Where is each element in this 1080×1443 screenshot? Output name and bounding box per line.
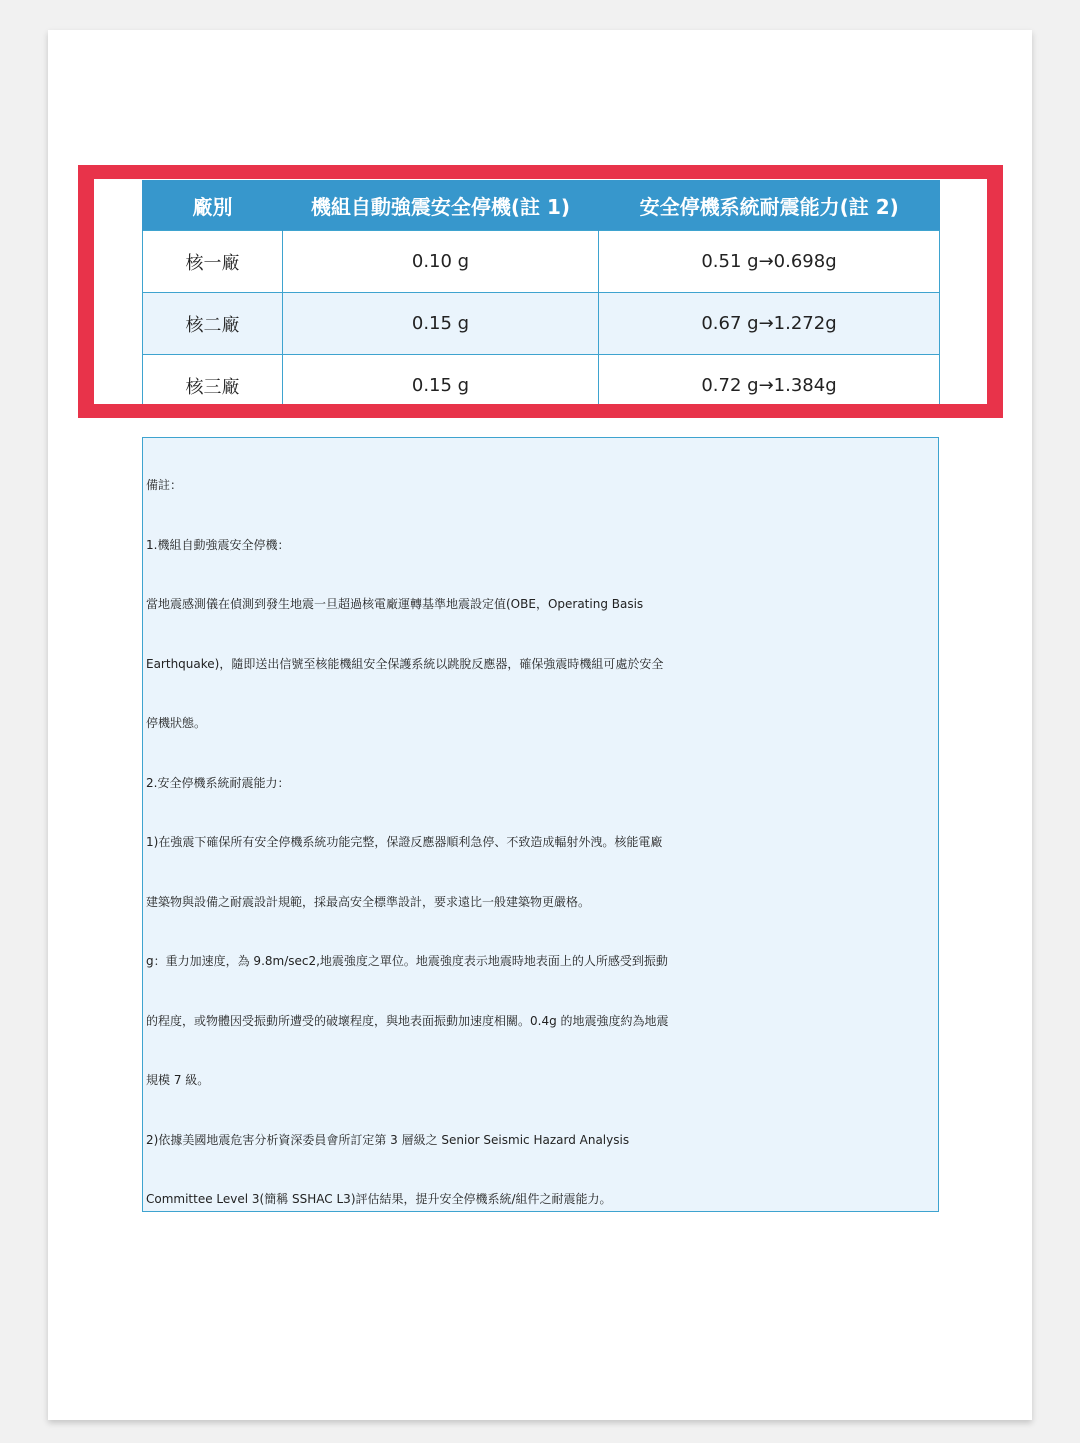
cell-auto-scram: 0.15 g bbox=[283, 355, 599, 417]
notes-line: Committee Level 3(簡稱 SSHAC L3)評估結果，提升安全停機系統/組件之耐震能力。 bbox=[146, 1192, 612, 1206]
notes-line: 當地震感測儀在偵測到發生地震一旦超過核電廠運轉基準地震設定值(OBE，Operating Basis bbox=[146, 597, 644, 611]
notes-line: 建築物與設備之耐震設計規範，採最高安全標準設計，要求遠比一般建築物更嚴格。 bbox=[146, 894, 591, 909]
cell-seismic-capacity: 0.51 g→0.698g bbox=[599, 231, 940, 293]
notes-line: 1)在強震下確保所有安全停機系統功能完整，保證反應器順利急停、不致造成輻射外洩。核能電廠 bbox=[146, 835, 663, 849]
notes-heading: 備註： bbox=[146, 478, 183, 492]
cell-auto-scram: 0.10 g bbox=[283, 231, 599, 293]
notes-box bbox=[142, 437, 939, 1212]
header-seismic-capacity: 安全停機系統耐震能力(註 2) bbox=[599, 180, 940, 231]
notes-line: 停機狀態。 bbox=[146, 716, 207, 730]
notes-line: 1.機組自動強震安全停機： bbox=[146, 537, 290, 552]
cell-auto-scram: 0.15 g bbox=[283, 293, 599, 355]
notes-line: Earthquake)，隨即送出信號至核能機組安全保護系統以跳脫反應器，確保強震時機組可處於安全 bbox=[146, 656, 664, 671]
cell-plant: 核二廠 bbox=[143, 293, 283, 355]
header-auto-scram: 機組自動強震安全停機(註 1) bbox=[283, 180, 599, 231]
notes-line: 規模 7 級。 bbox=[146, 1073, 210, 1087]
notes-line: 2)依據美國地震危害分析資深委員會所訂定第 3 層級之 Senior Seismic Hazard Analysis bbox=[146, 1132, 630, 1147]
notes-line: 2.安全停機系統耐震能力： bbox=[146, 775, 290, 790]
notes-line: 的程度，或物體因受振動所遭受的破壞程度，與地表面振動加速度相關。0.4g 的地震強度約為地震 bbox=[146, 1013, 669, 1028]
cell-seismic-capacity: 0.67 g→1.272g bbox=[599, 293, 940, 355]
highlight-box bbox=[78, 165, 1003, 418]
cell-plant: 核一廠 bbox=[143, 231, 283, 293]
cell-seismic-capacity: 0.72 g→1.384g bbox=[599, 355, 940, 417]
header-plant: 廠別 bbox=[143, 180, 283, 231]
cell-plant: 核三廠 bbox=[143, 355, 283, 417]
notes-line: g：重力加速度，為 9.8m/sec2,地震強度之單位。地震強度表示地震時地表面上的人所感受到振動 bbox=[146, 954, 668, 968]
